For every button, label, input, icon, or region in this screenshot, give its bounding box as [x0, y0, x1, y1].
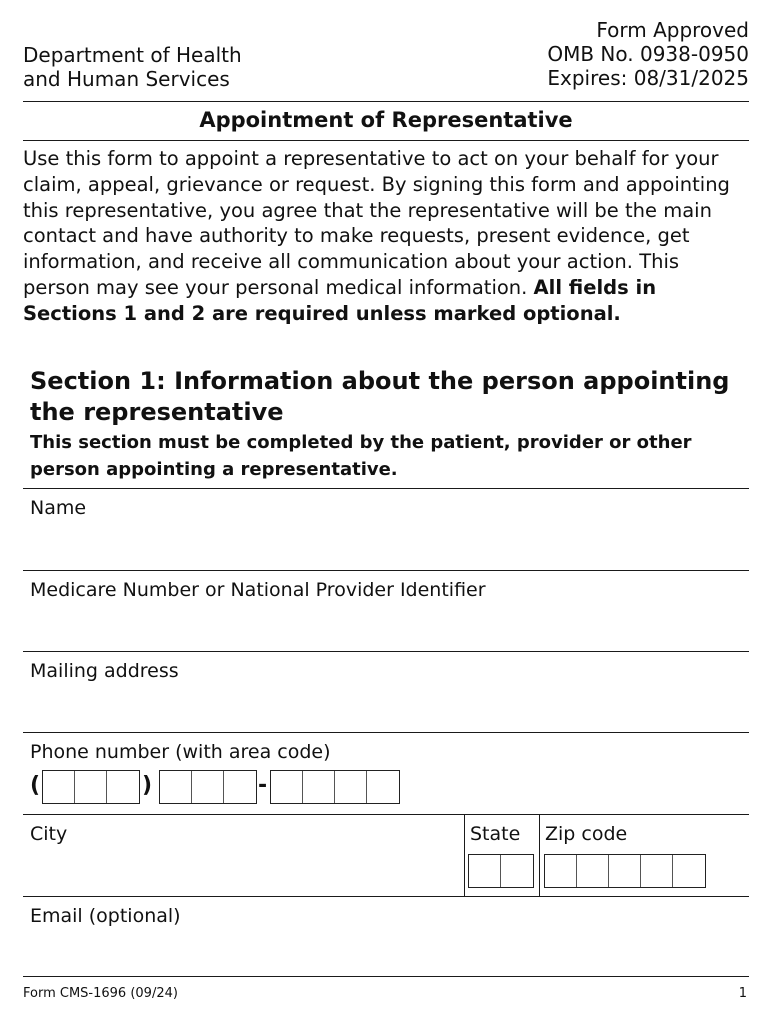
form-identifier: Form CMS-1696 (09/24) — [23, 986, 178, 1001]
phone-prefix-boxes[interactable] — [159, 770, 257, 804]
department-line-1: Department of Health — [23, 43, 242, 67]
omb-block — [547, 18, 749, 90]
phone-field-line — [23, 814, 749, 815]
mailing-address-field-line[interactable] — [23, 732, 749, 733]
section-1-title: Section 1: Information about the person appointing the representative — [30, 367, 730, 426]
mailing-address-label: Mailing address — [30, 660, 179, 682]
medicare-number-field-line[interactable] — [23, 651, 749, 652]
city-field-line[interactable] — [23, 896, 749, 897]
city-label: City — [30, 823, 68, 845]
email-field-line[interactable] — [23, 976, 749, 977]
name-field-line[interactable] — [23, 570, 749, 571]
phone-open-paren: ( — [30, 773, 41, 798]
form-title: Appointment of Representative — [199, 108, 573, 132]
phone-dash: - — [258, 773, 268, 798]
phone-number-label: Phone number (with area code) — [30, 741, 331, 763]
intro-required-note: All fields in Sections 1 and 2 are required unless marked optional. — [23, 275, 657, 325]
form-approved-label: Form Approved — [596, 18, 749, 42]
zip-code-boxes[interactable] — [544, 854, 706, 888]
name-label: Name — [30, 497, 87, 519]
state-boxes[interactable] — [468, 854, 534, 888]
state-label: State — [470, 823, 521, 845]
phone-close-paren: ) — [142, 773, 153, 798]
omb-number: OMB No. 0938-0950 — [547, 42, 749, 66]
city-state-divider — [464, 814, 465, 896]
department-line-2: and Human Services — [23, 67, 230, 91]
section-1-divider — [23, 488, 749, 489]
zip-code-label: Zip code — [545, 823, 628, 845]
phone-line-number-boxes[interactable] — [270, 770, 400, 804]
title-divider — [23, 140, 749, 141]
intro-text: Use this form to appoint a representative to act on your behalf for your claim, appeal, grievance or request. By signing this form and appointing this representative, you agree that the representative will be the main contact and have authority to make requests, present evidence, get information, and receive all communication about your action. This person may see your personal medical information. — [23, 147, 730, 299]
form-header — [23, 18, 749, 100]
email-label: Email (optional) — [30, 905, 181, 927]
intro-paragraph — [23, 146, 751, 327]
expiration-date: Expires: 08/31/2025 — [547, 66, 749, 90]
phone-area-code-boxes[interactable] — [42, 770, 140, 804]
department-name — [23, 43, 242, 91]
medicare-number-label: Medicare Number or National Provider Identifier — [30, 579, 486, 601]
page-number: 1 — [738, 986, 747, 1001]
section-1-instructions: This section must be completed by the patient, provider or other person appointing a representative. — [30, 432, 692, 480]
header-divider — [23, 101, 749, 102]
state-zip-divider — [539, 814, 540, 896]
